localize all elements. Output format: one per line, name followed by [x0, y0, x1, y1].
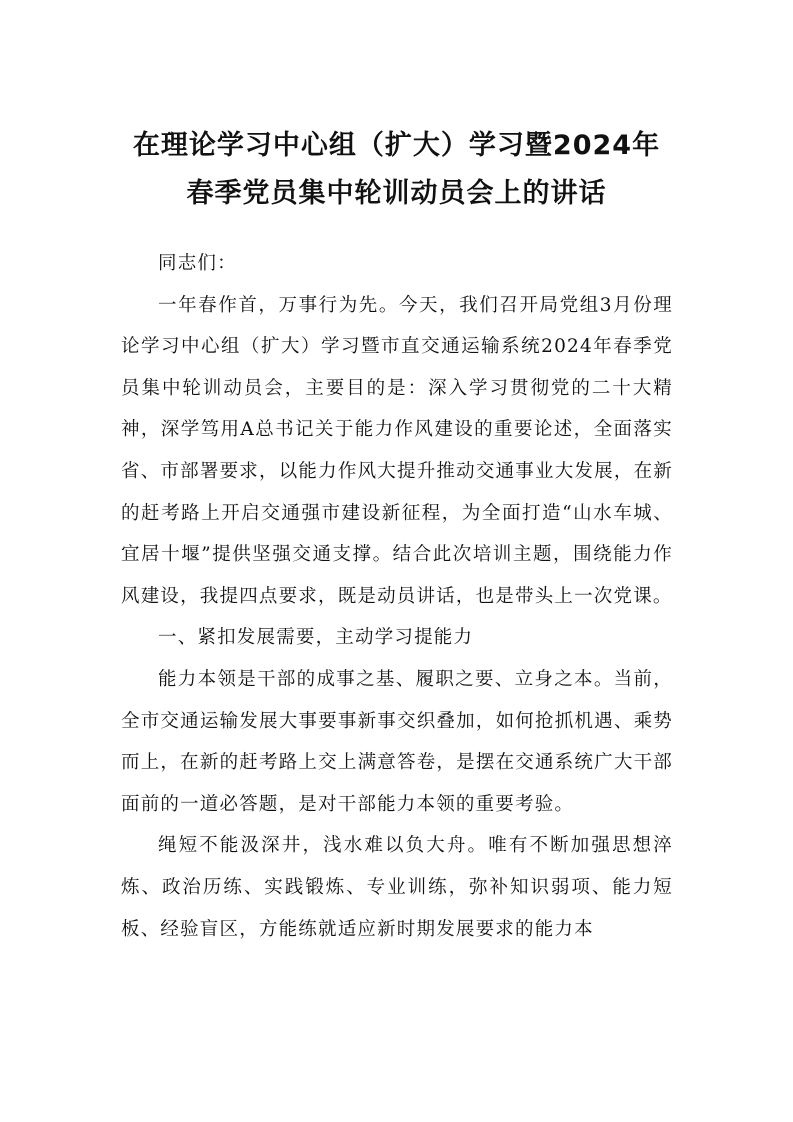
paragraph-training: 绳短不能汲深井，浅水难以负大舟。唯有不断加强思想淬炼、政治历练、实践锻炼、专业训练，弥补知识弱项、能力短板、经验盲区，方能练就适应新时期发展要求的能力本: [121, 835, 673, 940]
document-body: [121, 243, 673, 950]
paragraph-intro: 一年春作首，万事行为先。今天，我们召开局党组3月份理论学习中心组（扩大）学习暨市直交通运输系统2024年春季党员集中轮训动员会，主要目的是：深入学习贯彻党的二十大精神，深学笃用A总书记关于能力作风建设的重要论述，全面落实省、市部署要求，以能力作风大提升推动交通事业大发展，在新的赶考路上开启交通强市建设新征程，为全面打造“山水车城、宜居十堰”提供坚强交通支撑。结合此次培训主题，围绕能力作风建设，我提四点要求，既是动员讲话，也是带头上一次党课。: [121, 294, 673, 607]
section-heading-1: 一、紧扣发展需要，主动学习提能力: [158, 627, 474, 649]
salutation: 同志们：: [158, 253, 237, 274]
paragraph-ability: 能力本领是干部的成事之基、履职之要、立身之本。当前，全市交通运输发展大事要事新事交织叠加，如何抢抓机遇、乘势而上，在新的赶考路上交上满意答卷，是摆在交通系统广大干部面前的一道必答题，是对干部能力本领的重要考验。: [121, 668, 673, 815]
document-title-line-1: 在理论学习中心组（扩大）学习暨2024年: [132, 130, 661, 161]
document-title-line-2: 春季党员集中轮训动员会上的讲话: [186, 178, 607, 209]
